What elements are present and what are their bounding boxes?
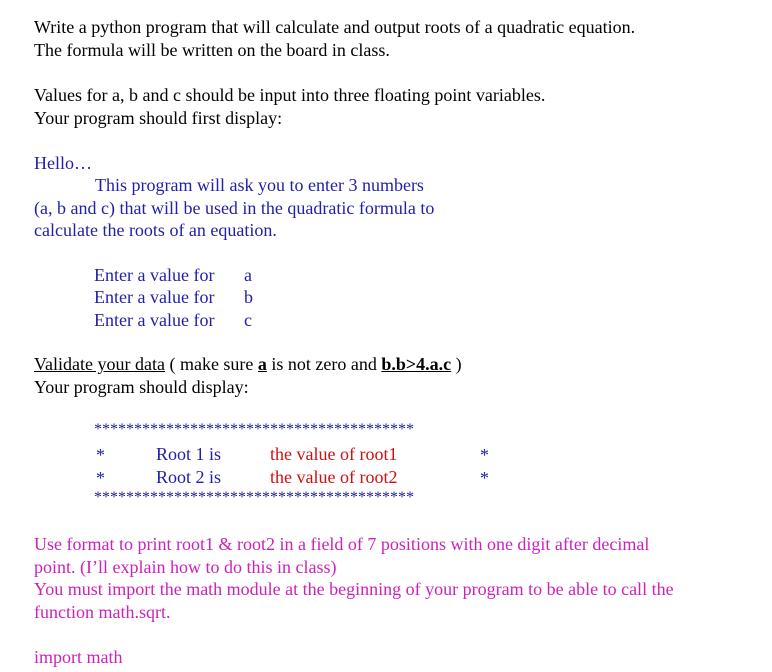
display-line-2: (a, b and c) that will be used in the quadratic formula to [34,198,435,218]
prompt-c-var: c [244,310,252,330]
validate-condition: b.b>4.a.c [381,354,452,374]
intro-line-4: Your program should first display: [34,108,283,128]
prompt-c-label: Enter a value for [94,310,215,330]
star-left-1: * [96,445,105,465]
prompt-a-var: a [244,265,252,285]
stars-bottom: **************************************** [94,489,414,506]
hello-text: Hello… [34,153,92,173]
root2-value: the value of root2 [270,467,398,487]
prompt-a-label: Enter a value for [94,265,215,285]
stars-top: **************************************** [94,421,414,438]
root2-label: Root 2 is [156,467,222,487]
validate-open: ( make sure [164,354,258,374]
note-line-1: Use format to print root1 & root2 in a field of 7 positions with one digit after decimal [34,534,650,554]
star-right-2: * [480,468,489,488]
validate-var-a: a [257,354,267,374]
display-line-3: calculate the roots of an equation. [34,220,277,240]
validate-line [34,353,462,376]
prompt-b-label: Enter a value for [94,287,215,307]
note-line-3: You must import the math module at the beginning of your program to be able to call the [34,579,674,599]
note-import: import math [34,647,123,667]
star-right-1: * [480,445,489,465]
intro-line-2: The formula will be written on the board in class. [34,40,390,60]
intro-line-1: Write a python program that will calculate and output roots of a quadratic equation. [34,17,636,37]
display2-lead: Your program should display: [34,377,249,397]
note-line-2: point. (I’ll explain how to do this in class) [34,557,337,577]
root1-value: the value of root1 [270,444,398,464]
intro-line-3: Values for a, b and c should be input into three floating point variables. [34,85,546,105]
validate-close: ) [451,354,462,374]
note-line-4: function math.sqrt. [34,602,171,622]
validate-heading: Validate your data [34,354,165,374]
validate-mid: is not zero and [266,354,382,374]
root1-label: Root 1 is [156,444,222,464]
display-line-1: This program will ask you to enter 3 numbers [95,175,424,195]
prompt-b-var: b [244,287,253,307]
star-left-2: * [96,468,105,488]
